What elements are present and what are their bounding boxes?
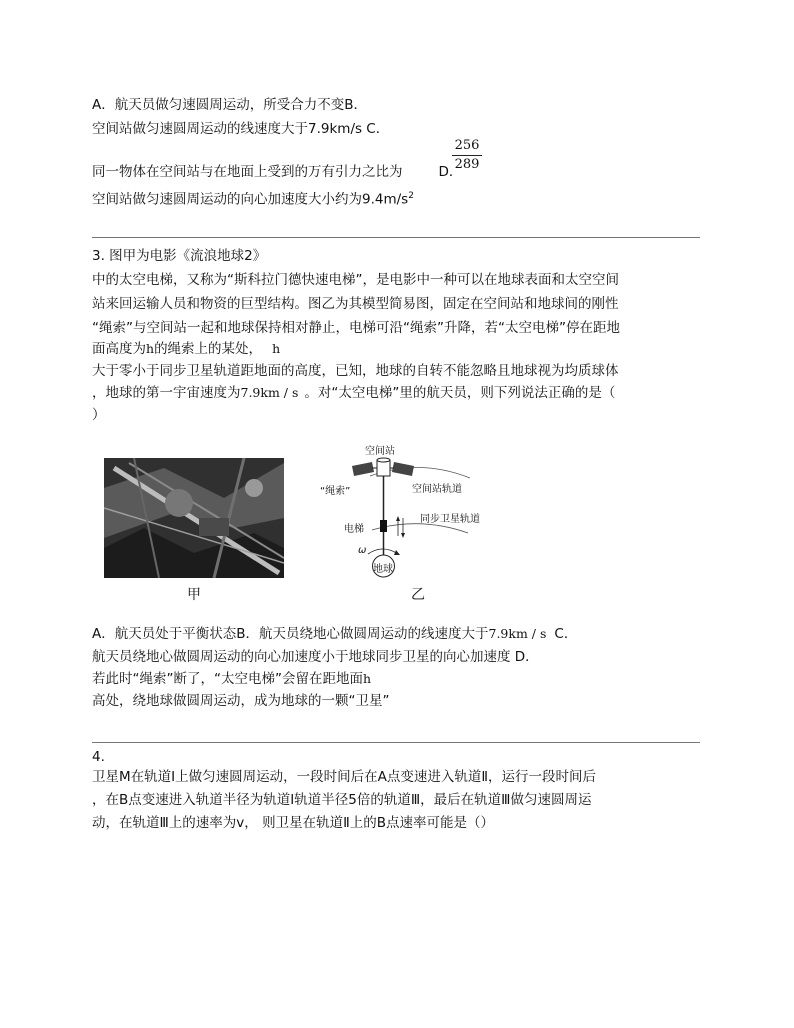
q3-stem-line-6: 大于零小于同步卫星轨道距地面的高度，已知，地球的自转不能忽略且地球视为均质球体 (92, 363, 619, 379)
label-rope: “绳索” (320, 486, 351, 497)
q4-stem-line-1: 卫星M在轨道Ⅰ上做匀速圆周运动，一段时间后在A点变速进入轨道Ⅱ，运行一段时间后 (92, 769, 597, 785)
q2-option-line-3 (92, 163, 462, 181)
movie-still-photo (104, 458, 284, 578)
q2-fraction-numerator: 256 (454, 138, 480, 153)
q3-stem-line-5-text-b: 的绳索上的某处， (154, 341, 263, 357)
q3-stem-line-7-text-a: ，地球的第一宇宙速度为 (92, 385, 241, 401)
q3-option-c-label: C． (554, 626, 578, 642)
q2-exponent: 2 (408, 191, 414, 201)
q3-stem-line-4: “绳索”与空间站一起和地球保持相对静止，电梯可沿“绳索”升降，若“太空电梯”停在距地 (92, 320, 620, 336)
q3-stem-line-7-text-b: 。对“太空电梯”里的航天员，则下列说法正确的是（ (304, 385, 616, 401)
q2-option-line-3-text: 同一物体在空间站与在地面上受到的万有引力之比为 (92, 164, 403, 180)
fraction-bar (452, 155, 482, 156)
q3-stem-line-7 (92, 384, 615, 402)
label-omega: ω (358, 545, 367, 556)
space-elevator-diagram (320, 438, 530, 588)
label-space-station: 空间站 (365, 446, 395, 457)
q3-option-line-1-text: A．航天员处于平衡状态B．航天员绕地心做圆周运动的线速度大于 (92, 626, 489, 642)
q3-stem-line-2: 中的太空电梯，又称为“斯科拉门德快速电梯”，是电影中一种可以在地球表面和太空空间 (92, 272, 619, 288)
section-divider (92, 237, 700, 238)
caption-jia: 甲 (187, 587, 201, 603)
q3-option-var-h: h (362, 671, 372, 686)
q4-stem-line-2: ，在B点变速进入轨道半径为轨道Ⅰ轨道半径5倍的轨道Ⅲ，最后在轨道Ⅲ做匀速圆周运 (92, 792, 592, 808)
section-divider-2 (92, 742, 700, 743)
q3-first-cosmic-velocity: 7.9km / s (240, 385, 299, 400)
q3-option-line-4: 高处，绕地球做圆周运动，成为地球的一颗“卫星” (92, 693, 390, 709)
label-earth: 地球 (373, 564, 393, 575)
q3-stem-line-8: ） (92, 407, 106, 423)
movie-still-image (104, 458, 284, 578)
q2-option-line-1: A．航天员做匀速圆周运动，所受合力不变B． (92, 97, 367, 113)
label-station-orbit: 空间站轨道 (412, 484, 462, 495)
q3-option-line-3 (92, 670, 371, 688)
q3-stem-line-1: 3. 图甲为电影《流浪地球2》 (92, 248, 267, 264)
label-sync-orbit: 同步卫星轨道 (420, 514, 480, 525)
label-elevator: 电梯 (344, 524, 364, 535)
q2-option-line-4 (92, 187, 414, 209)
q3-stem-line-3: 站来回运输人员和物资的巨型结构。图乙为其模型简易图，固定在空间站和地球间的刚性 (92, 296, 619, 312)
q3-option-line-2: 航天员绕地心做圆周运动的向心加速度小于地球同步卫星的向心加速度 D． (92, 649, 539, 665)
q2-option-line-2: 空间站做匀速圆周运动的线速度大于7.9km/s C． (92, 121, 390, 137)
caption-yi: 乙 (411, 587, 425, 603)
q3-stem-line-5 (92, 340, 280, 358)
q2-option-line-4-text: 空间站做匀速圆周运动的向心加速度大小约为9.4m/s (92, 191, 409, 208)
q2-fraction-denominator: 289 (454, 157, 480, 172)
q2-option-d-label: D． (438, 164, 463, 180)
q4-number: 4. (92, 749, 105, 765)
q4-stem-line-3: 动，在轨道Ⅲ上的速率为v， 则卫星在轨道Ⅱ上的B点速率可能是（） (92, 815, 494, 831)
q3-option-line-1 (92, 625, 577, 643)
q3-stem-line-5-text-a: 面高度为 (92, 341, 146, 357)
q3-option-velocity: 7.9km / s (488, 626, 547, 641)
q3-option-line-3-text: 若此时“绳索”断了，“太空电梯”会留在距地面 (92, 671, 363, 687)
q3-var-h: h (146, 341, 155, 356)
q3-var-h-2: h (272, 341, 281, 356)
